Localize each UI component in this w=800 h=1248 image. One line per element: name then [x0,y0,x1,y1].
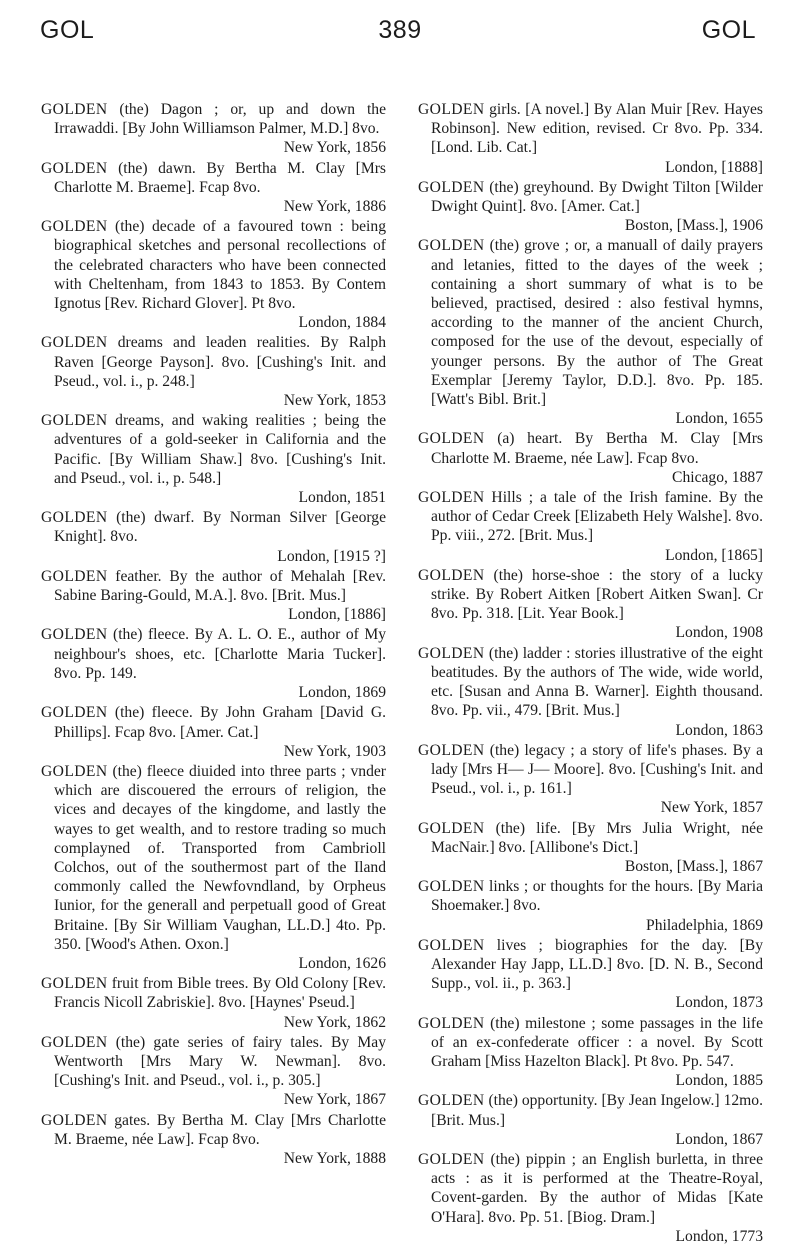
entry-headword: GOLDEN [41,218,108,236]
bibliography-entry [418,819,763,877]
entry-headword: GOLDEN [41,626,108,644]
entry-imprint: London, 1851 [298,489,386,507]
bibliography-entry [418,644,763,740]
entry-headword: GOLDEN [418,878,485,896]
entry-headword: GOLDEN [41,101,108,118]
entry-imprint: New York, 1862 [283,1013,386,1031]
entry-text: gates. By Bertha M. Clay [Mrs Charlotte M. Braeme, née Law]. Fcap 8vo. [54,1111,386,1148]
bibliography-entry [418,741,763,818]
entry-text: (the) fleece diuided into three parts ; vnder which are discouered the errours of religion, the vices and decayes of the kingdome, and lastly the wayes to get wealth, and to restore trading so much complayned of. Transported from Cambrioll Colchos, out of the southermost part of the Iland commonly called the Newfovndland, by Orpheus Iunior, for the generall and perpetuall good of Great Britaine. [By Sir William Vaughan, LL.D.] 4to. Pp. 350. [Wood's Athen. Oxon.] [54,762,386,953]
bibliography-entry [418,178,763,236]
entry-headword: GOLDEN [418,741,485,759]
bibliography-entry [41,508,386,566]
entry-headword: GOLDEN [418,819,485,837]
bibliography-entry [41,625,386,702]
entry-imprint: New York, 1853 [283,392,386,410]
entry-imprint: London, 1884 [298,314,386,332]
entry-text: (the) pippin ; an English burletta, in three acts : as it is performed at the Theatre-Royal, Covent-garden. By the author of Midas [Kate O'Hara]. 8vo. Pp. 51. [Biog. Dram.] [431,1150,763,1226]
entry-imprint: London, 1908 [675,624,763,642]
entry-imprint: Philadelphia, 1869 [646,916,763,934]
entry-headword: GOLDEN [418,1092,485,1110]
entry-imprint: Chicago, 1887 [672,468,763,486]
entry-imprint: New York, 1886 [283,198,386,216]
entry-imprint: New York, 1856 [283,139,386,157]
bibliography-entry [41,1111,386,1169]
entry-imprint: London, [1865] [665,546,763,564]
entry-headword: GOLDEN [41,1033,108,1051]
entry-imprint: New York, 1903 [283,742,386,760]
entry-imprint: New York, 1867 [283,1091,386,1109]
bibliography-entry [41,762,386,973]
bibliography-entry [418,488,763,565]
entry-text: (the) dwarf. By Norman Silver [George Knight]. 8vo. [54,509,386,546]
entry-text: links ; or thoughts for the hours. [By Maria Shoemaker.] 8vo. [431,878,763,915]
page-number: 389 [378,16,422,44]
entry-headword: GOLDEN [418,101,485,118]
entry-headword: GOLDEN [418,430,485,448]
entry-imprint: New York, 1888 [283,1149,386,1167]
entry-imprint: London, 1869 [298,684,386,702]
entry-text: (the) ladder : stories illustrative of the eight beatitudes. By the authors of The wide, wide world, etc. [Susan and Anna B. Warner]. Eighth thousand. 8vo. Pp. vii., 479. [Brit. Mus.] [431,644,763,720]
entry-text: (the) life. [By Mrs Julia Wright, née MacNair.] 8vo. [Allibone's Dict.] [431,819,763,856]
entry-headword: GOLDEN [418,237,485,255]
entry-headword: GOLDEN [41,334,108,352]
entry-headword: GOLDEN [41,1111,108,1129]
entry-text: (the) Dagon ; or, up and down the Irrawaddi. [By John Williamson Palmer, M.D.] 8vo. [54,101,386,138]
entry-imprint: London, 1873 [675,994,763,1012]
entry-text: dreams and leaden realities. By Ralph Raven [George Payson]. 8vo. [Cushing's Init. and Pseud., vol. i., p. 248.] [54,334,386,390]
bibliography-entry [418,429,763,487]
entry-text: dreams, and waking realities ; being the adventures of a gold-seeker in California and the Pacific. [By William Shaw.] 8vo. [Cushing's Init. and Pseud., vol. i., p. 548.] [54,412,386,487]
bibliography-entry [41,411,386,507]
entry-headword: GOLDEN [418,1150,485,1168]
bibliography-entry [41,100,386,158]
bibliography-entry [41,703,386,761]
right-column [418,100,763,1247]
entry-imprint: London, 1863 [675,721,763,739]
entry-text: (the) opportunity. [By Jean Ingelow.] 12mo. [Brit. Mus.] [431,1092,763,1129]
entry-text: (the) legacy ; a story of life's phases. By a lady [Mrs H— J— Moore]. 8vo. [Cushing's Init. and Pseud., vol. i., p. 161.] [431,741,763,798]
entry-imprint: London, 1885 [675,1072,763,1090]
entry-imprint: London, 1626 [298,954,386,972]
entry-imprint: London, 1867 [675,1130,763,1148]
entry-headword: GOLDEN [418,489,485,507]
page-header [0,16,800,56]
entry-imprint: Boston, [Mass.], 1867 [624,857,763,875]
bibliography-entry [418,1091,763,1149]
bibliography-entry [418,100,763,177]
bibliography-entry [41,159,386,217]
entry-headword: GOLDEN [418,1014,485,1032]
entry-text: (the) decade of a favoured town : being biographical sketches and personal recollections of the celebrated characters who have been connected with Cheltenham, from 1843 to 1853. By Contem Ignotus [Rev. Richard Glover]. Pt 8vo. [54,218,386,313]
entry-text: (the) dawn. By Bertha M. Clay [Mrs Charlotte M. Braeme]. Fcap 8vo. [54,159,386,196]
bibliography-entry [418,1150,763,1246]
left-column [41,100,386,1169]
entry-imprint: London, 1655 [675,410,763,428]
entry-headword: GOLDEN [41,567,108,585]
entry-text: (the) grove ; or, a manuall of daily prayers and letanies, fitted to the dayes of the week ; containing a short summary of what is to be believed, practised, desired : also festival hymns, according to the manner of the ancient Church, composed for the use of the devout, especially of younger persons. By the author of The Great Exemplar [Jeremy Taylor, D.D.]. 8vo. Pp. 185. [Watt's Bibl. Brit.] [431,237,763,409]
entry-imprint: Boston, [Mass.], 1906 [624,217,763,235]
bibliography-entry [41,1033,386,1110]
entry-headword: GOLDEN [41,412,108,430]
entry-text: (the) fleece. By A. L. O. E., author of My neighbour's shoes, etc. [Charlotte Maria Tucker]. 8vo. Pp. 149. [54,626,386,682]
running-head-left: GOL [40,16,95,44]
entry-text: Hills ; a tale of the Irish famine. By the author of Cedar Creek [Elizabeth Hely Walshe]. 8vo. Pp. viii., 272. [Brit. Mus.] [431,489,763,545]
bibliography-entry [41,333,386,410]
entry-imprint: London, [1888] [665,158,763,176]
entry-text: girls. [A novel.] By Alan Muir [Rev. Hayes Robinson]. New edition, revised. Cr 8vo. Pp. 334. [Lond. Lib. Cat.] [431,101,763,157]
entry-imprint: New York, 1857 [660,799,763,817]
bibliography-entry [418,236,763,428]
entry-headword: GOLDEN [41,704,108,722]
entry-headword: GOLDEN [41,159,108,177]
bibliography-entry [418,566,763,643]
entry-text: (a) heart. By Bertha M. Clay [Mrs Charlotte M. Braeme, née Law]. Fcap 8vo. [431,430,763,467]
bibliography-entry [418,877,763,935]
entry-text: feather. By the author of Mehalah [Rev. Sabine Baring-Gould, M.A.]. 8vo. [Brit. Mus.] [54,567,386,605]
entry-text: lives ; biographies for the day. [By Alexander Hay Japp, LL.D.] 8vo. [D. N. B., Second Supp., vol. ii., p. 363.] [431,936,763,993]
bibliography-entry [418,1014,763,1091]
bibliography-entry [41,567,386,625]
bibliography-entry [41,217,386,332]
entry-headword: GOLDEN [418,644,485,662]
entry-text: (the) fleece. By John Graham [David G. Phillips]. Fcap 8vo. [Amer. Cat.] [54,704,386,741]
bibliography-entry [41,974,386,1032]
entry-headword: GOLDEN [41,762,108,780]
entry-headword: GOLDEN [41,975,108,993]
entry-headword: GOLDEN [41,509,108,527]
entry-text: fruit from Bible trees. By Old Colony [Rev. Francis Nicoll Zabriskie]. 8vo. [Haynes' Pseud.] [54,975,386,1012]
entry-imprint: London, [1886] [288,606,386,624]
entry-text: (the) gate series of fairy tales. By May Wentworth [Mrs Mary W. Newman]. 8vo. [Cushing's Init. and Pseud., vol. i., p. 305.] [54,1033,386,1090]
running-head-right: GOL [701,16,756,44]
entry-headword: GOLDEN [418,936,485,954]
entry-headword: GOLDEN [418,178,485,196]
entry-imprint: London, 1773 [675,1227,763,1245]
entry-text: (the) greyhound. By Dwight Tilton [Wilder Dwight Quint]. 8vo. [Amer. Cat.] [431,178,763,216]
bibliography-entry [418,936,763,1013]
entry-text: (the) horse-shoe : the story of a lucky strike. By Robert Aitken [Robert Aitken Swan]. Cr 8vo. Pp. 318. [Lit. Year Book.] [431,566,763,623]
entry-headword: GOLDEN [418,566,485,584]
entry-text: (the) milestone ; some passages in the life of an ex-confederate officer : a novel. By Scott Graham [Miss Hazelton Black]. Pt 8vo. Pp. 547. [431,1014,763,1070]
entry-imprint: London, [1915 ?] [277,547,386,565]
